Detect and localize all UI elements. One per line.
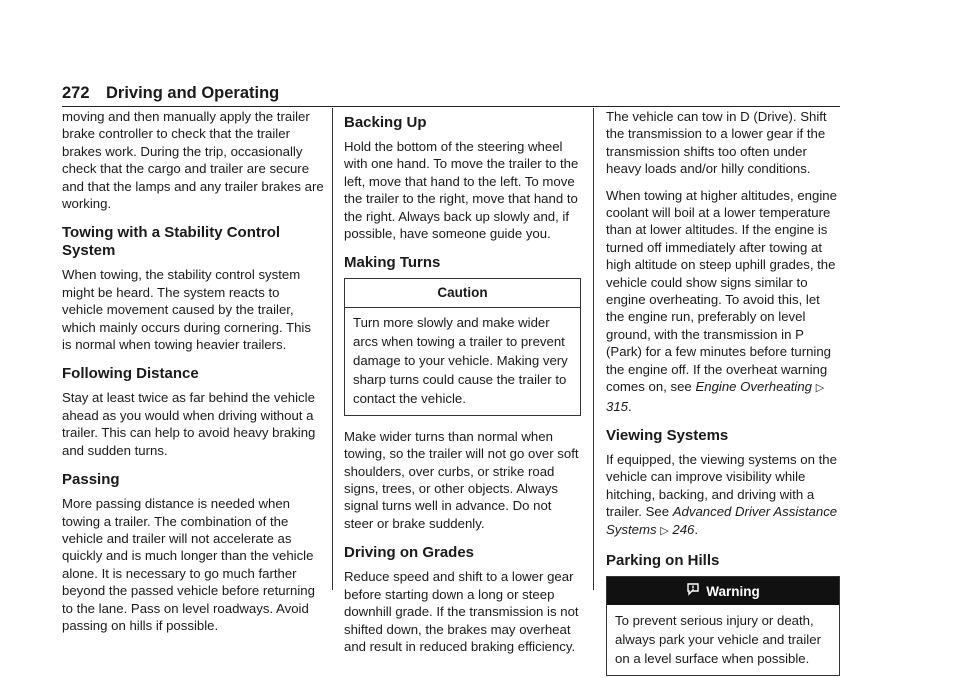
page-number: 272	[62, 84, 90, 102]
paragraph-stability-control: When towing, the stability control system might be heard. The system reacts to vehicle movement caused by the trailer, which mainly occurs during cornering. This is normal when towing heavier trailers.	[62, 267, 311, 353]
heading-parking-on-hills: Parking on Hills	[606, 551, 720, 569]
section-title: Driving and Operating	[106, 84, 280, 102]
viewing-text: If equipped, the viewing systems on the vehicle can improve visibility while hitching, backing, and driving with a trailer. See	[606, 451, 837, 520]
paragraph-passing: More passing distance is needed when towing a trailer. The combination of the vehicle and trailer will not accelerate as quickly and is much longer than the vehicle alone. It is necessary to go much farther beyond the passed vehicle before returning to the lane. Pass on level roadways. Avoid passing on hills if possible.	[62, 496, 315, 633]
caution-box	[344, 278, 581, 415]
warning-title-bar	[607, 577, 839, 605]
column-3	[606, 108, 840, 676]
paragraph-backing-up: Hold the bottom of the steering wheel with one hand. To move the trailer to the left, move that hand to the left. To move the trailer to the right, move that hand to the right. Always back up slowly and, if possible, have someone guide you.	[344, 139, 579, 242]
paragraph-driving-on-grades: Reduce speed and shift to a lower gear before starting down a long or steep downhill grade. If the transmission is not shifted down, the brakes may overheat and result in reduced braking efficiency.	[344, 569, 579, 654]
caution-title: Caution	[345, 279, 580, 307]
heading-making-turns: Making Turns	[344, 254, 441, 272]
column-divider	[593, 108, 594, 590]
warning-icon	[686, 582, 700, 600]
page-ref-arrow-icon: ▷	[815, 382, 825, 395]
page-header	[62, 82, 840, 107]
link-advanced-driver-assistance[interactable]: Advanced Driver Assistance Systems	[606, 504, 838, 537]
heading-passing: Passing	[62, 471, 120, 489]
column-2	[344, 108, 581, 664]
column-1	[62, 108, 324, 643]
column-divider	[332, 108, 333, 590]
warning-box	[606, 576, 840, 676]
link-page-315[interactable]: 315	[606, 398, 629, 414]
altitude-text: When towing at higher altitudes, engine coolant will boil at a lower temperature than at lower altitudes. If the engine is turned off immediately after towing at high altitude on steep uphill grades, the vehicle could show signs similar to engine overheating. To avoid this, let the engine run, preferably on level ground, with the transmission in P (Park) for a few minutes before turning the engine off. If the overheat warning comes on, see	[606, 187, 837, 395]
heading-following-distance: Following Distance	[62, 365, 199, 383]
heading-stability-control: Towing with a Stability Control System	[62, 224, 281, 260]
paragraph-viewing-systems: If equipped, the viewing systems on the vehicle can improve visibility while hitching, backing, and driving with a trailer. See Advanced Driver Assistance Systems ▷ 246.	[606, 451, 838, 537]
link-engine-overheating[interactable]: Engine Overheating	[695, 379, 813, 395]
paragraph-following-distance: Stay at least twice as far behind the vehicle ahead as you would when driving without a trailer. This can help to avoid heavy braking and sudden turns.	[62, 390, 316, 458]
intro-paragraph: moving and then manually apply the trailer brake controller to check that the trailer brakes work. During the trip, occasionally check that the cargo and trailer are secure and that the lamps and any trailer brakes are working.	[62, 109, 324, 212]
paragraph-high-altitude: When towing at higher altitudes, engine coolant will boil at a lower temperature than at lower altitudes. If the engine is turned off immediately after towing at high altitude on steep uphill grades, the vehicle could show signs similar to engine overheating. To avoid this, let the engine run, preferably on level ground, with the transmission in P (Park) for a few minutes before turning the engine off. If the overheat warning comes on, see Engine Overheating ▷ 315.	[606, 187, 837, 414]
warning-title: Warning	[706, 583, 760, 599]
paragraph-drive-gear: The vehicle can tow in D (Drive). Shift the transmission to a lower gear if the transmission shifts too often under heavy loads and/or hilly conditions.	[606, 109, 827, 177]
link-page-246[interactable]: 246	[672, 521, 695, 537]
warning-text: To prevent serious injury or death, always park your vehicle and trailer on a level surface when possible.	[615, 613, 821, 667]
heading-viewing-systems: Viewing Systems	[606, 426, 729, 444]
caution-text: Turn more slowly and make wider arcs when towing a trailer to prevent damage to your vehicle. Making very sharp turns could cause the trailer to contact the vehicle.	[353, 314, 568, 406]
heading-backing-up: Backing Up	[344, 114, 427, 131]
page-ref-arrow-icon: ▷	[660, 524, 669, 537]
heading-driving-on-grades: Driving on Grades	[344, 544, 475, 562]
paragraph-making-turns: Make wider turns than normal when towing, so the trailer will not go over soft shoulders, over curbs, or strike road signs, trees, or other objects. Always signal turns well in advance. Do not steer or brake suddenly.	[344, 428, 579, 531]
